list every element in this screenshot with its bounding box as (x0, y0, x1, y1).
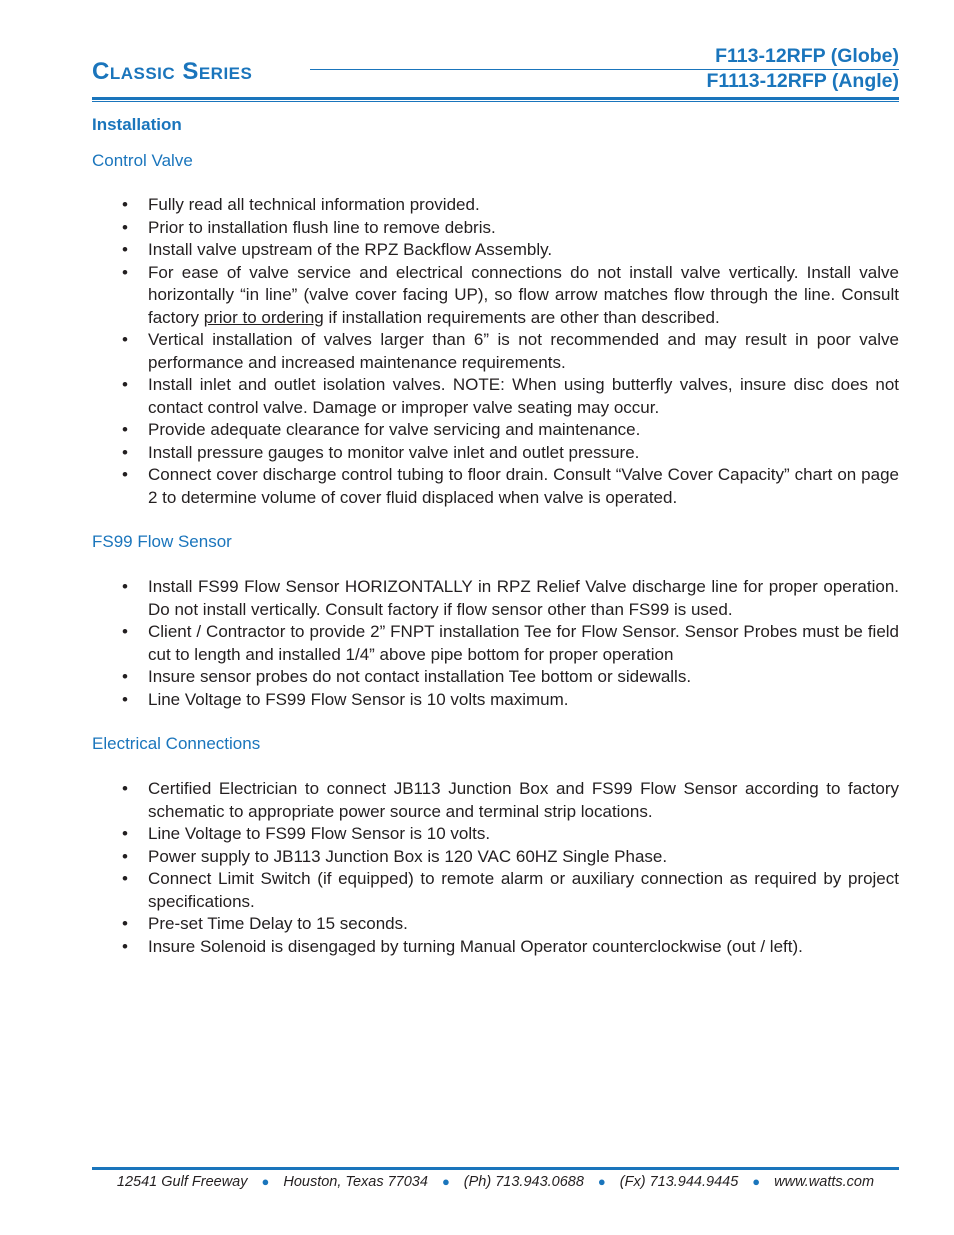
list-item-text: if installation requirements are other than described. (323, 307, 720, 327)
bullet-icon: • (122, 465, 128, 484)
footer-separator: ● (441, 1174, 450, 1189)
list-item-text: Vertical installation of valves larger than 6” is not recommended and may result in poor valve performance and increased maintenance requirements. (148, 330, 899, 372)
list-item-text: Install valve upstream of the RPZ Backflow Assembly. (148, 240, 553, 259)
header-rule-thick (92, 97, 899, 100)
list-item-text: Install pressure gauges to monitor valve inlet and outlet pressure. (148, 442, 640, 462)
list-item (92, 194, 899, 217)
electrical-heading: Electrical Connections (92, 734, 261, 753)
list-item (92, 666, 899, 689)
list-item (92, 464, 899, 509)
bullet-icon: • (122, 779, 128, 798)
list-item-text: For ease of valve service and electrical connections do not install valve vertically. Install valve horizontally “in line” (valve cover facing UP), so flow arrow matches flow through the line. Consult factory (148, 262, 899, 327)
list-item (92, 329, 899, 374)
list-item-text: Fully read all technical information provided. (148, 195, 480, 214)
list-item (92, 846, 899, 869)
header-rule-underline (92, 101, 899, 102)
bullet-icon: • (122, 375, 128, 394)
bullet-icon: • (122, 689, 128, 709)
bullet-icon: • (122, 217, 128, 237)
footer-phone: (Ph) 713.943.0688 (463, 1174, 584, 1190)
footer-rule (92, 1167, 899, 1170)
footer-website: www.watts.com (774, 1174, 875, 1190)
flow-sensor-list (92, 576, 899, 711)
bullet-icon: • (122, 442, 128, 462)
list-item (92, 262, 899, 330)
series-title: Classic Series (92, 58, 253, 85)
list-item (92, 419, 899, 442)
installation-heading: Installation (92, 115, 182, 134)
list-item-text: Install FS99 Flow Sensor HORIZONTALLY in RPZ Relief Valve discharge line for proper operation. Do not install vertically. Consult factory if flow sensor other than FS99 is used. (148, 577, 899, 619)
bullet-icon: • (122, 262, 128, 282)
footer-city: Houston, Texas 77034 (283, 1174, 428, 1190)
footer-address: 12541 Gulf Freeway (116, 1174, 248, 1190)
list-item (92, 217, 899, 240)
underlined-text: prior to ordering (203, 307, 324, 327)
list-item (92, 913, 899, 936)
list-item (92, 621, 899, 666)
bullet-icon: • (122, 420, 128, 439)
model-globe: F113-12RFP (Globe) (715, 45, 899, 67)
list-item-text: Connect Limit Switch (if equipped) to remote alarm or auxiliary connection as required by project specifications. (148, 869, 899, 911)
bullet-icon: • (122, 869, 128, 888)
list-item (92, 442, 899, 465)
list-item (92, 239, 899, 262)
footer-separator: ● (752, 1174, 761, 1189)
list-item-text: Insure Solenoid is disengaged by turning Manual Operator counterclockwise (out / left). (148, 936, 803, 956)
bullet-icon: • (122, 824, 128, 843)
bullet-icon: • (122, 846, 128, 866)
list-item (92, 689, 899, 712)
bullet-icon: • (122, 622, 128, 641)
footer-contact (92, 1173, 899, 1191)
footer-separator: ● (597, 1174, 606, 1189)
list-item (92, 868, 899, 913)
list-item (92, 374, 899, 419)
model-angle: F1113-12RFP (Angle) (706, 70, 899, 92)
list-item-text: Provide adequate clearance for valve servicing and maintenance. (148, 420, 641, 439)
footer-separator: ● (261, 1174, 270, 1189)
list-item-text: Certified Electrician to connect JB113 Junction Box and FS99 Flow Sensor according to factory schematic to appropriate power source and terminal strip locations. (148, 779, 899, 821)
bullet-icon: • (122, 936, 128, 956)
bullet-icon: • (122, 240, 128, 259)
list-item-text: Line Voltage to FS99 Flow Sensor is 10 volts. (148, 824, 491, 843)
list-item-text: Prior to installation flush line to remove debris. (148, 217, 496, 237)
list-item-text: Client / Contractor to provide 2” FNPT installation Tee for Flow Sensor. Sensor Probes must be field cut to length and installed 1/4” above pipe bottom for proper operation (148, 622, 899, 664)
list-item (92, 823, 899, 846)
list-item-text: Pre-set Time Delay to 15 seconds. (148, 914, 408, 933)
list-item-text: Connect cover discharge control tubing to floor drain. Consult “Valve Cover Capacity” chart on page 2 to determine volume of cover fluid displaced when valve is operated. (148, 465, 899, 507)
bullet-icon: • (122, 577, 128, 596)
bullet-icon: • (122, 195, 128, 214)
electrical-list (92, 778, 899, 958)
footer-fax: (Fx) 713.944.9445 (619, 1174, 739, 1190)
flow-sensor-heading: FS99 Flow Sensor (92, 532, 232, 551)
bullet-icon: • (122, 914, 128, 933)
bullet-icon: • (122, 330, 128, 349)
model-numbers (706, 44, 899, 94)
list-item-text: Line Voltage to FS99 Flow Sensor is 10 volts maximum. (148, 689, 569, 709)
list-item (92, 778, 899, 823)
list-item-text: Install inlet and outlet isolation valves. NOTE: When using butterfly valves, insure disc does not contact control valve. Damage or improper valve seating may occur. (148, 375, 899, 417)
bullet-icon: • (122, 667, 128, 686)
list-item (92, 576, 899, 621)
list-item-text: Power supply to JB113 Junction Box is 120 VAC 60HZ Single Phase. (148, 846, 668, 866)
control-valve-list (92, 194, 899, 509)
list-item (92, 936, 899, 959)
list-item-text: Insure sensor probes do not contact installation Tee bottom or sidewalls. (148, 667, 692, 686)
control-valve-heading: Control Valve (92, 151, 193, 170)
